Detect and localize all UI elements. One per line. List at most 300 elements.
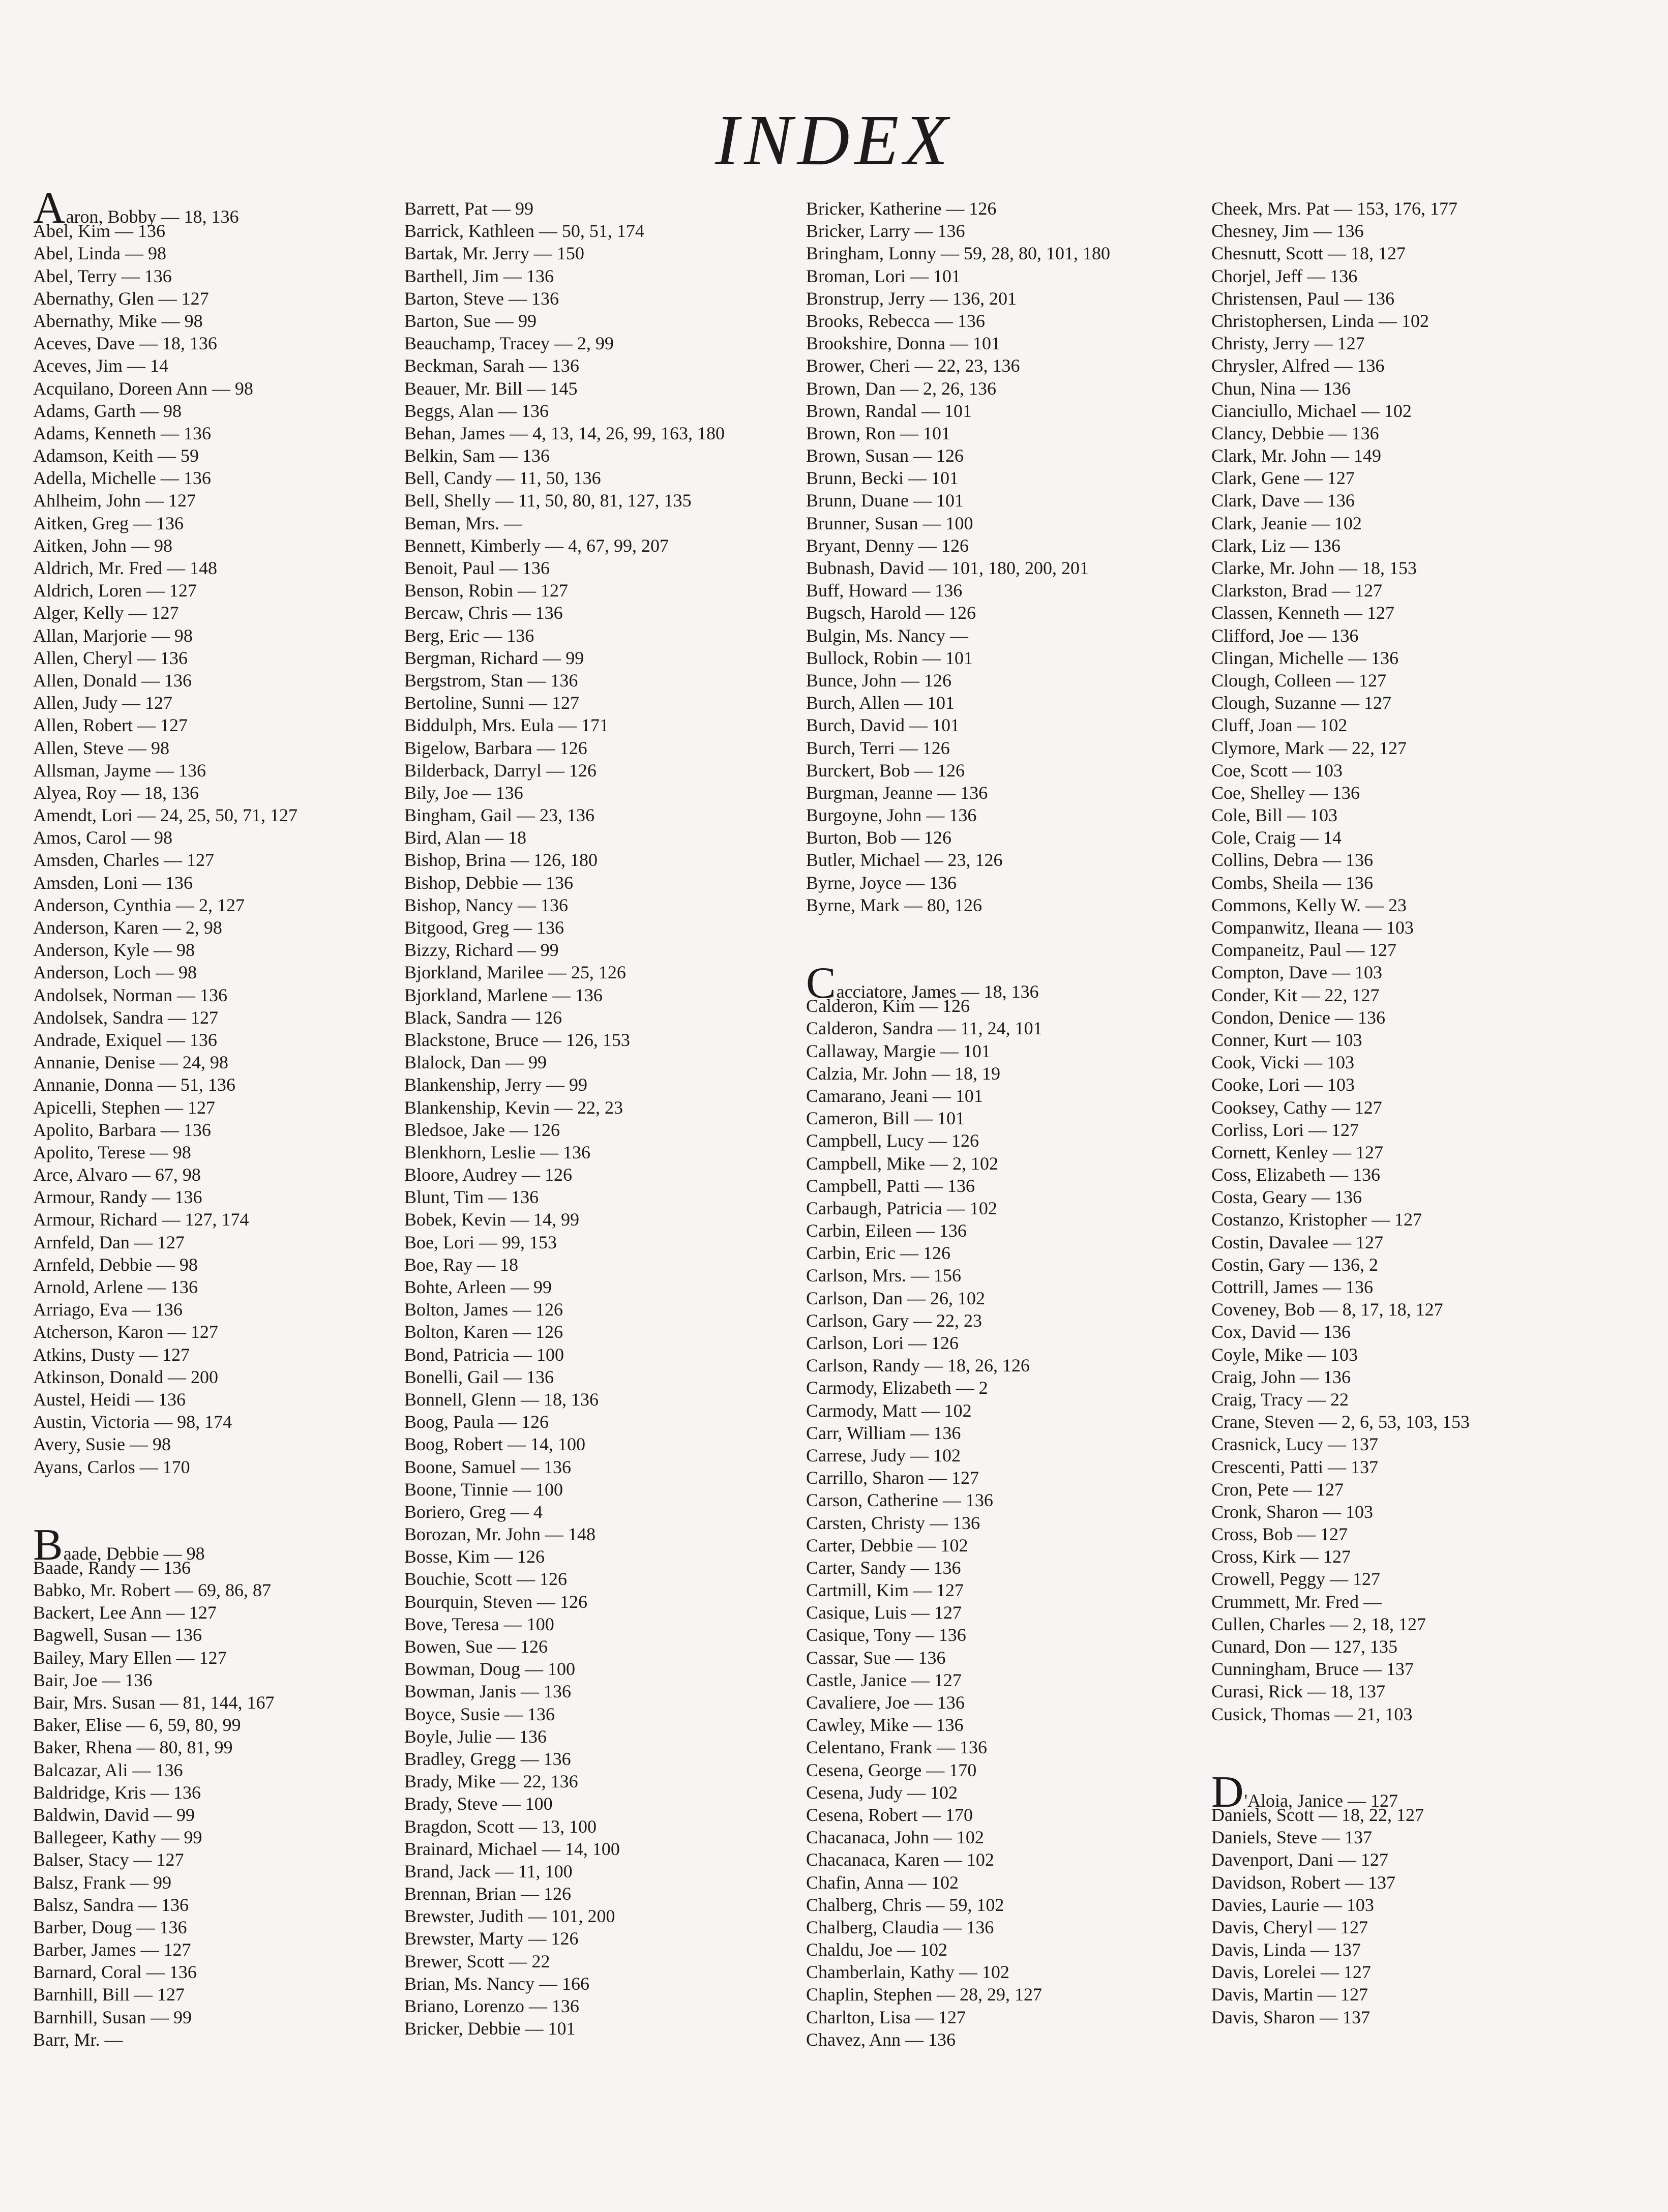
index-entry: Allen, Robert — 127	[33, 715, 188, 736]
index-entry: Celentano, Frank — 136	[806, 1737, 987, 1758]
index-entry: Bowen, Sue — 126	[404, 1636, 548, 1657]
index-entry: Armour, Richard — 127, 174	[33, 1209, 249, 1230]
index-entry: Burgoyne, John — 136	[806, 805, 977, 826]
index-entry: Abel, Linda — 98	[33, 243, 166, 264]
index-entry: Bugsch, Harold — 126	[806, 603, 976, 623]
index-entry: Cross, Kirk — 127	[1211, 1546, 1351, 1567]
index-entry: Anderson, Karen — 2, 98	[33, 917, 222, 938]
index-entry: Anderson, Loch — 98	[33, 962, 197, 983]
index-entry: Bennett, Kimberly — 4, 67, 99, 207	[404, 535, 669, 556]
index-entry: Burch, Terri — 126	[806, 737, 950, 758]
index-entry: Cesena, George — 170	[806, 1759, 977, 1780]
index-section-d	[1211, 1767, 1608, 2028]
index-entry: Babko, Mr. Robert — 69, 86, 87	[33, 1580, 271, 1601]
index-entry: Boog, Paula — 126	[404, 1412, 549, 1432]
index-entry: Andrade, Exiquel — 136	[33, 1029, 217, 1050]
index-entry: Cluff, Joan — 102	[1211, 715, 1348, 736]
index-entry: Brady, Mike — 22, 136	[404, 1771, 578, 1792]
index-entry: Cornett, Kenley — 127	[1211, 1142, 1383, 1162]
index-entry: Atkins, Dusty — 127	[33, 1344, 190, 1365]
index-entry: Balsz, Frank — 99	[33, 1872, 171, 1893]
index-entry: Aldrich, Mr. Fred — 148	[33, 558, 217, 578]
index-entry: Bjorkland, Marlene — 136	[404, 984, 603, 1005]
index-entry: Charlton, Lisa — 127	[806, 2007, 966, 2027]
index-section-c	[806, 959, 1203, 2051]
index-entry: Boe, Lori — 99, 153	[404, 1232, 557, 1252]
index-column-2	[404, 197, 801, 2040]
index-entry: Chrysler, Alfred — 136	[1211, 355, 1385, 376]
index-entry: Barnhill, Susan — 99	[33, 2007, 192, 2027]
index-entry: Bricker, Debbie — 101	[404, 2018, 576, 2039]
index-entry: Blalock, Dan — 99	[404, 1052, 547, 1073]
index-entry: Costin, Gary — 136, 2	[1211, 1254, 1378, 1275]
index-entry: Carlson, Dan — 26, 102	[806, 1288, 985, 1308]
index-entry: Butler, Michael — 23, 126	[806, 850, 1003, 871]
index-entry: Abel, Terry — 136	[33, 265, 172, 286]
index-entry: Daniels, Steve — 137	[1211, 1827, 1372, 1848]
index-entry: Baldwin, David — 99	[33, 1804, 195, 1825]
index-entry: Barber, Doug — 136	[33, 1917, 187, 1937]
index-entry: Bloore, Audrey — 126	[404, 1164, 572, 1185]
index-entry: Carlson, Randy — 18, 26, 126	[806, 1355, 1030, 1376]
index-entry: Adamson, Keith — 59	[33, 445, 199, 466]
index-entry: Bowman, Janis — 136	[404, 1681, 571, 1702]
index-entry: Andolsek, Sandra — 127	[33, 1007, 218, 1028]
index-entry: Carter, Debbie — 102	[806, 1535, 968, 1556]
index-entry: Clifford, Joe — 136	[1211, 625, 1359, 646]
index-entry: Brunner, Susan — 100	[806, 513, 973, 533]
index-entry: Berg, Eric — 136	[404, 625, 534, 646]
index-entry: Carbin, Eileen — 136	[806, 1220, 967, 1241]
index-entry: Callaway, Margie — 101	[806, 1040, 991, 1061]
index-entry: Cesena, Robert — 170	[806, 1804, 973, 1825]
index-entry: Carmody, Elizabeth — 2	[806, 1378, 988, 1398]
index-entry: Benoit, Paul — 136	[404, 558, 550, 579]
index-entry: Clark, Liz — 136	[1211, 535, 1341, 556]
index-entry: Cox, David — 136	[1211, 1322, 1351, 1342]
index-entry: Cronk, Sharon — 103	[1211, 1501, 1373, 1522]
index-entry: Commons, Kelly W. — 23	[1211, 894, 1407, 915]
index-entry: Amsden, Charles — 127	[33, 850, 214, 871]
index-entry: Craig, John — 136	[1211, 1366, 1351, 1387]
index-entry: Barton, Steve — 136	[404, 288, 559, 309]
index-section-b-continued	[404, 197, 801, 2040]
index-entry: Calzia, Mr. John — 18, 19	[806, 1063, 1000, 1084]
index-entry: Clark, Jeanie — 102	[1211, 513, 1362, 533]
index-entry: Bartak, Mr. Jerry — 150	[404, 243, 584, 264]
index-entry: Boone, Samuel — 136	[404, 1456, 571, 1477]
index-entry: Bilderback, Darryl — 126	[404, 760, 597, 781]
index-entry: Bourquin, Steven — 126	[404, 1591, 587, 1612]
index-section-c-continued	[1211, 197, 1608, 1725]
index-entry: Clarkston, Brad — 127	[1211, 580, 1382, 601]
index-entry: Aaron, Bobby — 18, 136	[33, 184, 239, 233]
index-entry: Boriero, Greg — 4	[404, 1501, 543, 1522]
index-entry: Cawley, Mike — 136	[806, 1715, 964, 1736]
index-entry: Davis, Martin — 127	[1211, 1984, 1368, 2005]
index-entry: Atcherson, Karon — 127	[33, 1322, 218, 1342]
index-column-4	[1211, 197, 1608, 2028]
index-entry: Bolton, James — 126	[404, 1299, 563, 1320]
index-entry: Bishop, Debbie — 136	[404, 872, 573, 893]
index-entry: Carlson, Mrs. — 156	[806, 1265, 961, 1286]
index-entry: Brian, Ms. Nancy — 166	[404, 1973, 589, 1994]
index-entry: Benson, Robin — 127	[404, 580, 569, 601]
index-section-a	[33, 184, 430, 1478]
index-entry: Biddulph, Mrs. Eula — 171	[404, 715, 609, 736]
page-title: INDEX	[714, 100, 954, 180]
index-entry: Coss, Elizabeth — 136	[1211, 1164, 1380, 1185]
index-entry: Cheek, Mrs. Pat — 153, 176, 177	[1211, 198, 1457, 219]
index-entry: Bonelli, Gail — 136	[404, 1366, 554, 1387]
index-entry: Bove, Teresa — 100	[404, 1613, 554, 1634]
index-entry: Chun, Nina — 136	[1211, 378, 1351, 399]
index-entry: Crane, Steven — 2, 6, 53, 103, 153	[1211, 1412, 1470, 1432]
index-entry: Austel, Heidi — 136	[33, 1389, 186, 1410]
index-entry: Abernathy, Glen — 127	[33, 288, 209, 309]
index-entry: Barr, Mr. —	[33, 2029, 123, 2050]
index-entry: Amendt, Lori — 24, 25, 50, 71, 127	[33, 805, 297, 826]
index-entry: Bitgood, Greg — 136	[404, 917, 564, 938]
index-entry: Bishop, Brina — 126, 180	[404, 850, 598, 871]
index-entry: Costin, Davalee — 127	[1211, 1232, 1383, 1252]
index-entry: Atkinson, Donald — 200	[33, 1366, 218, 1387]
index-entry: Clark, Mr. John — 149	[1211, 445, 1382, 466]
index-section-b	[33, 1520, 430, 2051]
index-entry: Cunningham, Bruce — 137	[1211, 1659, 1414, 1680]
index-entry: Buff, Howard — 136	[806, 580, 963, 601]
index-entry: Cooksey, Cathy — 127	[1211, 1097, 1382, 1118]
index-entry: Bingham, Gail — 23, 136	[404, 805, 594, 826]
index-entry: Blankenship, Kevin — 22, 23	[404, 1097, 623, 1118]
index-entry: Austin, Victoria — 98, 174	[33, 1412, 232, 1432]
index-entry: Bringham, Lonny — 59, 28, 80, 101, 180	[806, 243, 1110, 264]
index-entry: Adams, Garth — 98	[33, 400, 182, 421]
index-entry: Brunn, Becki — 101	[806, 468, 959, 489]
index-entry: Abernathy, Mike — 98	[33, 310, 203, 331]
index-entry: Aldrich, Loren — 127	[33, 580, 197, 601]
index-entry: Coe, Shelley — 136	[1211, 782, 1360, 803]
index-entry: Baker, Rhena — 80, 81, 99	[33, 1737, 233, 1758]
index-entry: Davis, Linda — 137	[1211, 1939, 1361, 1960]
index-entry: Camarano, Jeani — 101	[806, 1085, 983, 1106]
index-entry: Bird, Alan — 18	[404, 827, 526, 848]
index-entry: Burton, Bob — 126	[806, 827, 952, 848]
index-entry: Chesnutt, Scott — 18, 127	[1211, 243, 1406, 264]
index-entry: Davenport, Dani — 127	[1211, 1849, 1388, 1870]
index-entry: Bricker, Larry — 136	[806, 221, 965, 242]
index-entry: Cameron, Bill — 101	[806, 1108, 965, 1129]
index-column-3	[806, 197, 1203, 2051]
index-entry: Bouchie, Scott — 126	[404, 1569, 567, 1590]
index-entry: Curasi, Rick — 18, 137	[1211, 1681, 1385, 1702]
index-entry: Chavez, Ann — 136	[806, 2029, 956, 2050]
index-entry: Craig, Tracy — 22	[1211, 1389, 1349, 1410]
index-entry: Cross, Bob — 127	[1211, 1524, 1348, 1545]
index-entry: Brower, Cheri — 22, 23, 136	[806, 355, 1020, 376]
index-entry: Adams, Kenneth — 136	[33, 423, 211, 443]
index-entry: Clingan, Michelle — 136	[1211, 647, 1398, 668]
index-entry: Allsman, Jayme — 136	[33, 760, 206, 781]
index-entry: Cacciatore, James — 18, 136	[806, 959, 1039, 1008]
index-entry: Andolsek, Norman — 136	[33, 984, 227, 1005]
index-entry: Balser, Stacy — 127	[33, 1849, 184, 1870]
index-entry: Alger, Kelly — 127	[33, 603, 179, 623]
index-entry: Bell, Candy — 11, 50, 136	[404, 468, 601, 489]
index-entry: Brookshire, Donna — 101	[806, 333, 1000, 354]
index-entry: Bobek, Kevin — 14, 99	[404, 1209, 579, 1230]
index-entry: Anderson, Kyle — 98	[33, 940, 195, 961]
index-section-b-end	[806, 197, 1203, 916]
index-entry: Byrne, Joyce — 136	[806, 872, 957, 893]
index-entry: Bond, Patricia — 100	[404, 1344, 564, 1365]
index-entry: Balcazar, Ali — 136	[33, 1759, 183, 1780]
index-entry: Bergman, Richard — 99	[404, 647, 584, 668]
index-entry: Carbaugh, Patricia — 102	[806, 1198, 997, 1218]
index-entry: Brunn, Duane — 101	[806, 490, 964, 511]
index-entry: Chacanaca, John — 102	[806, 1827, 984, 1848]
index-entry: Companeitz, Paul — 127	[1211, 940, 1396, 961]
index-entry: Carmody, Matt — 102	[806, 1400, 972, 1421]
index-entry: Barber, James — 127	[33, 1939, 191, 1960]
index-entry: Chalberg, Claudia — 136	[806, 1917, 994, 1937]
index-entry: Bell, Shelly — 11, 50, 80, 81, 127, 135	[404, 490, 692, 511]
index-entry: Briano, Lorenzo — 136	[404, 1996, 579, 2017]
index-entry: Coe, Scott — 103	[1211, 760, 1343, 781]
index-entry: Casique, Luis — 127	[806, 1602, 962, 1623]
index-entry: Davis, Lorelei — 127	[1211, 1962, 1371, 1983]
index-entry: Amsden, Loni — 136	[33, 872, 193, 893]
index-entry: Carter, Sandy — 136	[806, 1557, 961, 1578]
index-entry: Avery, Susie — 98	[33, 1434, 171, 1455]
index-entry: Casique, Tony — 136	[806, 1625, 966, 1646]
index-entry: Clough, Suzanne — 127	[1211, 693, 1391, 713]
index-entry: Bishop, Nancy — 136	[404, 894, 568, 915]
index-entry: Brady, Steve — 100	[404, 1793, 553, 1814]
index-entry: Blunt, Tim — 136	[404, 1187, 539, 1208]
index-entry: Cole, Bill — 103	[1211, 805, 1338, 826]
index-entry: Campbell, Lucy — 126	[806, 1130, 979, 1151]
index-entry: Clymore, Mark — 22, 127	[1211, 737, 1407, 758]
index-entry: Bercaw, Chris — 136	[404, 603, 563, 623]
index-entry: Beman, Mrs. —	[404, 513, 522, 533]
index-entry: Allan, Marjorie — 98	[33, 625, 193, 646]
index-entry: Brown, Randal — 101	[806, 400, 972, 421]
index-entry: Cartmill, Kim — 127	[806, 1580, 964, 1601]
index-entry: Bledsoe, Jake — 126	[404, 1119, 560, 1140]
index-entry: Chamberlain, Kathy — 102	[806, 1962, 1009, 1983]
index-entry: Bertoline, Sunni — 127	[404, 693, 579, 713]
index-entry: Bragdon, Scott — 13, 100	[404, 1816, 597, 1837]
index-entry: Cullen, Charles — 2, 18, 127	[1211, 1613, 1426, 1634]
index-entry: Allen, Steve — 98	[33, 737, 169, 758]
index-entry: Annanie, Denise — 24, 98	[33, 1052, 228, 1073]
index-entry: Bowman, Doug — 100	[404, 1659, 575, 1680]
index-entry: Boe, Ray — 18	[404, 1254, 518, 1275]
index-entry: Collins, Debra — 136	[1211, 850, 1373, 871]
index-entry: Bonnell, Glenn — 18, 136	[404, 1389, 599, 1410]
index-entry: Baade, Randy — 136	[33, 1557, 191, 1578]
index-entry: Costa, Geary — 136	[1211, 1187, 1362, 1208]
index-entry: Christophersen, Linda — 102	[1211, 310, 1429, 331]
index-entry: D'Aloia, Janice — 127	[1211, 1767, 1398, 1817]
index-entry: Bronstrup, Jerry — 136, 201	[806, 288, 1017, 309]
index-entry: Cesena, Judy — 102	[806, 1782, 958, 1803]
index-entry: Arce, Alvaro — 67, 98	[33, 1164, 201, 1185]
index-entry: Boyce, Susie — 136	[404, 1703, 555, 1724]
index-entry: Adella, Michelle — 136	[33, 468, 211, 489]
index-entry: Beauchamp, Tracey — 2, 99	[404, 333, 614, 354]
index-entry: Costanzo, Kristopher — 127	[1211, 1209, 1422, 1230]
index-entry: Davies, Laurie — 103	[1211, 1894, 1374, 1915]
index-entry: Crummett, Mr. Fred —	[1211, 1591, 1382, 1612]
index-entry: Burch, Allen — 101	[806, 693, 955, 713]
index-entry: Brown, Dan — 2, 26, 136	[806, 378, 996, 399]
index-entry: Allen, Judy — 127	[33, 693, 172, 713]
index-entry: Campbell, Mike — 2, 102	[806, 1153, 998, 1174]
index-entry: Conder, Kit — 22, 127	[1211, 984, 1380, 1005]
index-entry: Behan, James — 4, 13, 14, 26, 99, 163, 180	[404, 423, 725, 443]
index-entry: Arnfeld, Debbie — 98	[33, 1254, 198, 1275]
index-entry: Blenkhorn, Leslie — 136	[404, 1142, 590, 1162]
index-entry: Byrne, Mark — 80, 126	[806, 894, 982, 915]
index-entry: Barrick, Kathleen — 50, 51, 174	[404, 221, 644, 242]
index-entry: Bizzy, Richard — 99	[404, 940, 559, 961]
index-entry: Beckman, Sarah — 136	[404, 355, 579, 376]
index-entry: Conner, Kurt — 103	[1211, 1029, 1362, 1050]
index-entry: Blackstone, Bruce — 126, 153	[404, 1029, 630, 1050]
index-entry: Beggs, Alan — 136	[404, 400, 549, 421]
index-entry: Apolito, Terese — 98	[33, 1142, 191, 1162]
index-entry: Anderson, Cynthia — 2, 127	[33, 894, 245, 915]
index-entry: Ahlheim, John — 127	[33, 490, 196, 511]
index-entry: Brown, Susan — 126	[806, 445, 964, 466]
index-entry: Carbin, Eric — 126	[806, 1243, 950, 1264]
index-entry: Coyle, Mike — 103	[1211, 1344, 1358, 1365]
index-entry: Barnhill, Bill — 127	[33, 1984, 185, 2005]
index-entry: Chesney, Jim — 136	[1211, 221, 1364, 242]
index-entry: Apolito, Barbara — 136	[33, 1119, 211, 1140]
index-entry: Cusick, Thomas — 21, 103	[1211, 1703, 1413, 1724]
index-entry: Bailey, Mary Ellen — 127	[33, 1647, 227, 1668]
index-entry: Clancy, Debbie — 136	[1211, 423, 1379, 443]
index-entry: Bryant, Denny — 126	[806, 535, 969, 556]
index-entry: Alyea, Roy — 18, 136	[33, 782, 199, 803]
index-entry: Combs, Sheila — 136	[1211, 872, 1374, 893]
index-column-1	[33, 184, 430, 2051]
index-entry: Burgman, Jeanne — 136	[806, 782, 988, 803]
index-entry: Borozan, Mr. John — 148	[404, 1524, 595, 1545]
index-entry: Clarke, Mr. John — 18, 153	[1211, 558, 1417, 578]
index-entry: Bricker, Katherine — 126	[806, 198, 997, 219]
index-entry: Cassar, Sue — 136	[806, 1647, 946, 1668]
index-entry: Blankenship, Jerry — 99	[404, 1074, 587, 1095]
index-entry: Christy, Jerry — 127	[1211, 333, 1365, 354]
index-entry: Clark, Gene — 127	[1211, 468, 1355, 489]
index-entry: Baade, Debbie — 98	[33, 1520, 205, 1570]
index-entry: Boog, Robert — 14, 100	[404, 1434, 585, 1455]
index-entry: Cole, Craig — 14	[1211, 827, 1342, 848]
index-entry: Aitken, Greg — 136	[33, 513, 184, 533]
index-entry: Bulgin, Ms. Nancy —	[806, 625, 968, 646]
index-entry: Burch, David — 101	[806, 715, 960, 736]
index-entry: Bohte, Arleen — 99	[404, 1277, 552, 1298]
index-entry: Brown, Ron — 101	[806, 423, 951, 443]
index-entry: Bagwell, Susan — 136	[33, 1625, 202, 1646]
index-entry: Bily, Joe — 136	[404, 782, 523, 803]
index-entry: Balsz, Sandra — 136	[33, 1894, 189, 1915]
index-entry: Belkin, Sam — 136	[404, 445, 550, 466]
index-entry: Chorjel, Jeff — 136	[1211, 265, 1358, 286]
index-entry: Compton, Dave — 103	[1211, 962, 1382, 983]
index-entry: Brand, Jack — 11, 100	[404, 1861, 573, 1881]
index-entry: Cianciullo, Michael — 102	[1211, 400, 1412, 421]
index-entry: Condon, Denice — 136	[1211, 1007, 1385, 1028]
index-entry: Arnfeld, Dan — 127	[33, 1232, 185, 1252]
index-entry: Ballegeer, Kathy — 99	[33, 1827, 202, 1848]
index-entry: Bradley, Gregg — 136	[404, 1748, 571, 1769]
index-entry: Carr, William — 136	[806, 1422, 961, 1443]
index-entry: Aceves, Dave — 18, 136	[33, 333, 217, 354]
index-entry: Baldridge, Kris — 136	[33, 1782, 201, 1803]
index-entry: Beauer, Mr. Bill — 145	[404, 378, 578, 399]
index-entry: Brewster, Judith — 101, 200	[404, 1906, 615, 1927]
index-entry: Classen, Kenneth — 127	[1211, 603, 1394, 623]
index-entry: Aceves, Jim — 14	[33, 355, 168, 376]
index-entry: Davis, Cheryl — 127	[1211, 1917, 1368, 1937]
index-entry: Campbell, Patti — 136	[806, 1175, 975, 1196]
index-entry: Crowell, Peggy — 127	[1211, 1569, 1380, 1590]
index-entry: Backert, Lee Ann — 127	[33, 1602, 217, 1623]
index-entry: Davidson, Robert — 137	[1211, 1872, 1395, 1893]
index-entry: Calderon, Sandra — 11, 24, 101	[806, 1018, 1042, 1039]
index-entry: Carlson, Lori — 126	[806, 1333, 959, 1353]
index-entry: Bunce, John — 126	[806, 670, 951, 691]
index-entry: Brainard, Michael — 14, 100	[404, 1838, 620, 1859]
index-entry: Bullock, Robin — 101	[806, 647, 973, 668]
index-entry: Carrillo, Sharon — 127	[806, 1468, 979, 1488]
index-entry: Barrett, Pat — 99	[404, 198, 533, 219]
index-entry: Barton, Sue — 99	[404, 310, 537, 331]
index-entry: Bubnash, David — 101, 180, 200, 201	[806, 558, 1089, 578]
index-entry: Broman, Lori — 101	[806, 265, 961, 286]
index-entry: Carson, Catherine — 136	[806, 1490, 993, 1511]
index-entry: Brewster, Marty — 126	[404, 1928, 579, 1949]
index-entry: Cron, Pete — 127	[1211, 1479, 1344, 1500]
index-entry: Cook, Vicki — 103	[1211, 1052, 1355, 1073]
index-entry: Chafin, Anna — 102	[806, 1872, 959, 1893]
index-entry: Bjorkland, Marilee — 25, 126	[404, 962, 626, 983]
index-entry: Crescenti, Patti — 137	[1211, 1456, 1378, 1477]
index-entry: Amos, Carol — 98	[33, 827, 172, 848]
index-entry: Chalberg, Chris — 59, 102	[806, 1894, 1004, 1915]
index-entry: Brennan, Brian — 126	[404, 1884, 571, 1904]
index-entry: Calderon, Kim — 126	[806, 996, 970, 1017]
index-entry: Arnold, Arlene — 136	[33, 1277, 198, 1297]
index-entry: Ayans, Carlos — 170	[33, 1456, 190, 1477]
index-entry: Apicelli, Stephen — 127	[33, 1097, 215, 1118]
index-entry: Bosse, Kim — 126	[404, 1546, 545, 1567]
index-entry: Brewer, Scott — 22	[404, 1951, 550, 1971]
index-entry: Allen, Donald — 136	[33, 670, 192, 691]
index-entry: Boone, Tinnie — 100	[404, 1479, 563, 1500]
index-entry: Brooks, Rebecca — 136	[806, 310, 985, 331]
index-entry: Aitken, John — 98	[33, 535, 172, 556]
index-entry: Armour, Randy — 136	[33, 1187, 202, 1208]
index-entry: Bolton, Karen — 126	[404, 1322, 563, 1342]
index-entry: Castle, Janice — 127	[806, 1669, 962, 1690]
index-entry: Coveney, Bob — 8, 17, 18, 127	[1211, 1299, 1443, 1320]
